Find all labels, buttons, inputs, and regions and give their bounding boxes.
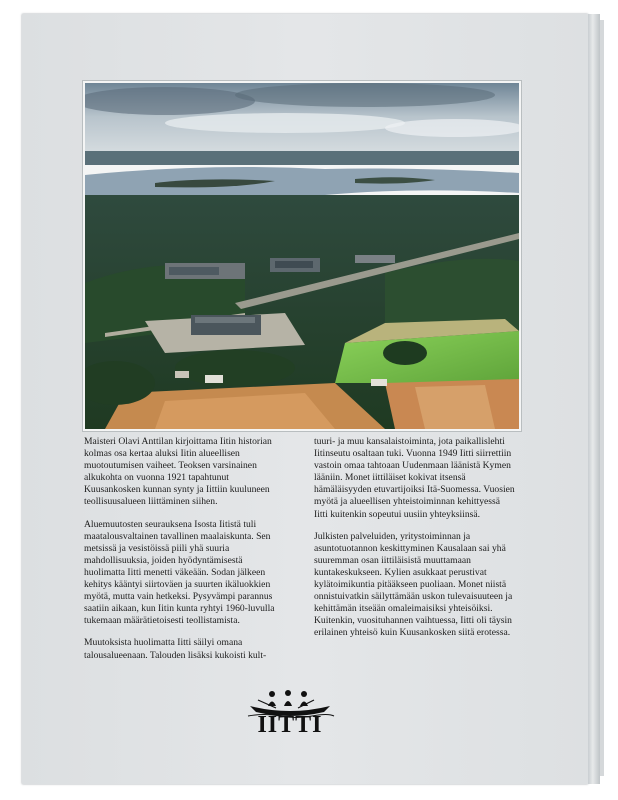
logo-title: IITTI — [257, 712, 323, 738]
description-column-left — [84, 436, 285, 672]
paragraph: Julkisten palveluiden, yritystoiminnan ja asuntotuotannon keskittyminen Kausalaan sai yhä suuremman osan iittiläisistä muuttamaan kuntakeskukseen. Kylien asukkaat perustivat kylätoimikuntia pitääkseen puoliaan. Monet niistä onnistuivatkin säilyttämään uskon tulevaisuuteen ja kehittämän itseään omaleimaisiksi yhteisöiksi. Kuitenkin, vuosituhannen vaihtuessa, Iitti oli täysin erilainen yhteisö kuin Kuusankosken siitä erotessa. — [314, 530, 513, 639]
book-spine — [588, 14, 600, 784]
paragraph: Maisteri Olavi Anttilan kirjoittama Iitin historian kolmas osa kertaa aluksi Iitin alueellisen muotoutumisen vaiheet. Teoksen varsinainen alkukohta on vuonna 1921 tapahtunut Kuusankosken kunnan synty ja Iittiin kuuluneen teollisuusalueen liittäminen siihen. — [84, 436, 272, 508]
paragraph: tuuri- ja muu kansalaistoiminta, jota paikallislehti Iitinseutu osaltaan tuki. Vuonna 1949 Iitti siirrettiin vastoin omaa tahtoaan Uudenmaan läänistä Kymen lääniin. Monet iittiläiset kokivat itsensä hämäläisyyden etuvartijoiksi Itä-Suomessa. Vuosien myötä ja alueellisen yhteistoiminnan kehittyessä Iitti kuitenkin sopeutui uusiin yhteyksiinsä. — [314, 436, 515, 520]
description-column-right — [314, 436, 515, 650]
aerial-photo-frame — [82, 80, 522, 432]
book-spine-edge — [600, 20, 604, 776]
paragraph: Muutoksista huolimatta Iitti säilyi omana talousalueenaan. Talouden lisäksi kukoisti kult- — [84, 637, 267, 661]
paragraph: Aluemuutosten seurauksena Isosta Iitistä tuli maatalousvaltainen tavallinen maalaiskunta. Sen metsissä ja vesistöissä piili yhä suuria mahdollisuuksia, joiden hyödyntämisestä huolimatta Iitti menetti väkeään. Sodan jälkeen kehitys kääntyi siirtoväen ja suurten ikäluokkien myötä, mutta vain hetkeksi. Pysyvämpi parannus saatiin aikaan, kun Iitin kunta ryhtyi 1960-luvulla tukemaan määrätietoisesti teollistamista. — [84, 518, 275, 627]
aerial-landscape-photo — [85, 83, 519, 429]
